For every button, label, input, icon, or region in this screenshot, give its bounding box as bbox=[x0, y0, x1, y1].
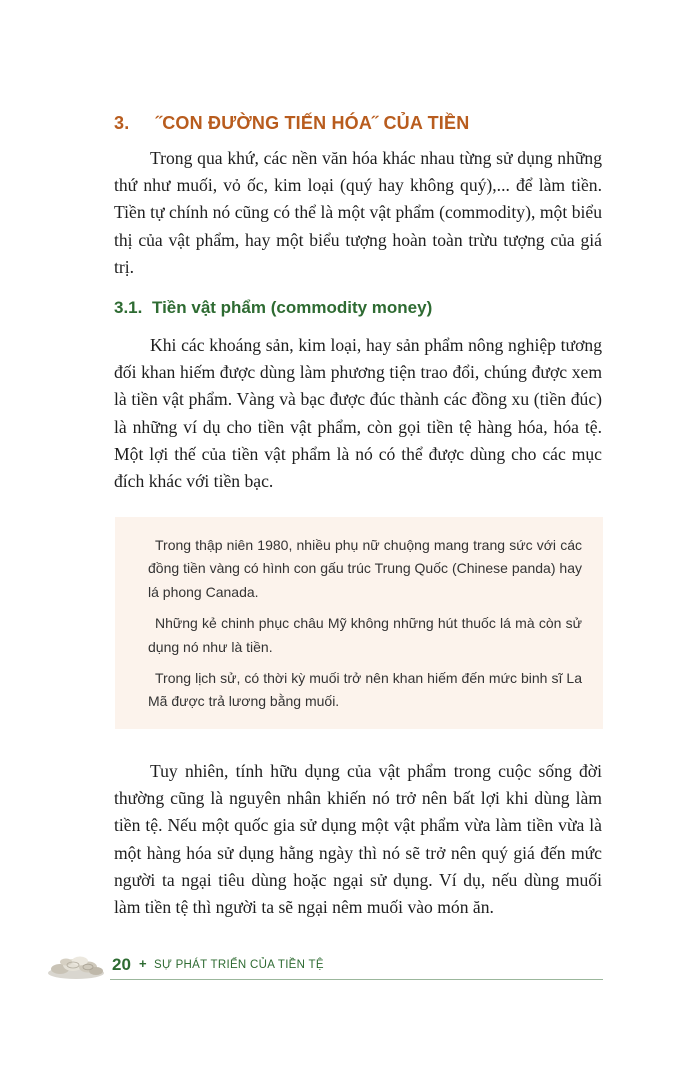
subsection-heading bbox=[114, 298, 432, 318]
intro-paragraph: Trong qua khứ, các nền văn hóa khác nhau từng sử dụng những thứ như muối, vỏ ốc, kim loại (quý hay không quý),... để làm tiền. Tiền tự chính nó cũng có thể là một vật phẩm (commodity), một biểu thị của vật phẩm, hay một biểu tượng hoàn toàn trừu tượng của giá trị. bbox=[114, 148, 602, 277]
section-heading bbox=[114, 113, 469, 134]
fact-callout-box bbox=[115, 517, 603, 729]
closing-paragraph: Tuy nhiên, tính hữu dụng của vật phẩm trong cuộc sống đời thường cũng là nguyên nhân khiến nó trở nên bất lợi khi dùng làm tiền tệ. Nếu một quốc gia sử dụng một vật phẩm vừa làm tiền vừa là một hàng hóa sử dụng hằng ngày thì nó sẽ trở nên quý giá đến mức người ta ngại tiêu dùng hoặc ngại sử dụng. Ví dụ, nếu dùng muối làm tiền tệ thì người ta sẽ ngại nêm muối vào món ăn. bbox=[114, 761, 602, 918]
subsection-title: Tiền vật phẩm (commodity money) bbox=[152, 298, 433, 317]
subsection-number: 3.1. bbox=[114, 298, 143, 317]
commodity-paragraph: Khi các khoáng sản, kim loại, hay sản phẩm nông nghiệp tương đối khan hiếm được dùng làm phương tiện trao đổi, chúng được xem là tiền vật phẩm. Vàng và bạc được đúc thành các đồng xu (tiền đúc) là những ví dụ cho tiền vật phẩm, còn gọi tiền tệ hàng hóa, hóa tệ. Một lợi thế của tiền vật phẩm là nó có thể được dùng cho các mục đích khác với tiền bạc. bbox=[114, 335, 602, 492]
page-number: 20 bbox=[112, 955, 131, 974]
coin-pile-icon bbox=[46, 954, 106, 980]
section-title: ˝CON ĐƯỜNG TIẾN HÓA˝ CỦA TIỀN bbox=[156, 113, 470, 133]
callout-item: Những kẻ chinh phục châu Mỹ không những hút thuốc lá mà còn sử dụng nó như là tiền. bbox=[148, 615, 582, 655]
section-number: 3. bbox=[114, 113, 130, 133]
page-footer bbox=[40, 950, 603, 984]
running-book-title: SỰ PHÁT TRIỂN CỦA TIỀN TỆ bbox=[154, 959, 324, 971]
callout-item: Trong lịch sử, có thời kỳ muối trở nên khan hiếm đến mức binh sĩ La Mã được trả lương bằng muối. bbox=[148, 670, 582, 710]
footer-separator: + bbox=[139, 956, 147, 971]
footer-rule bbox=[110, 979, 603, 980]
callout-item: Trong thập niên 1980, nhiều phụ nữ chuộng mang trang sức với các đồng tiền vàng có hình con gấu trúc Trung Quốc (Chinese panda) hay lá phong Canada. bbox=[148, 537, 582, 600]
